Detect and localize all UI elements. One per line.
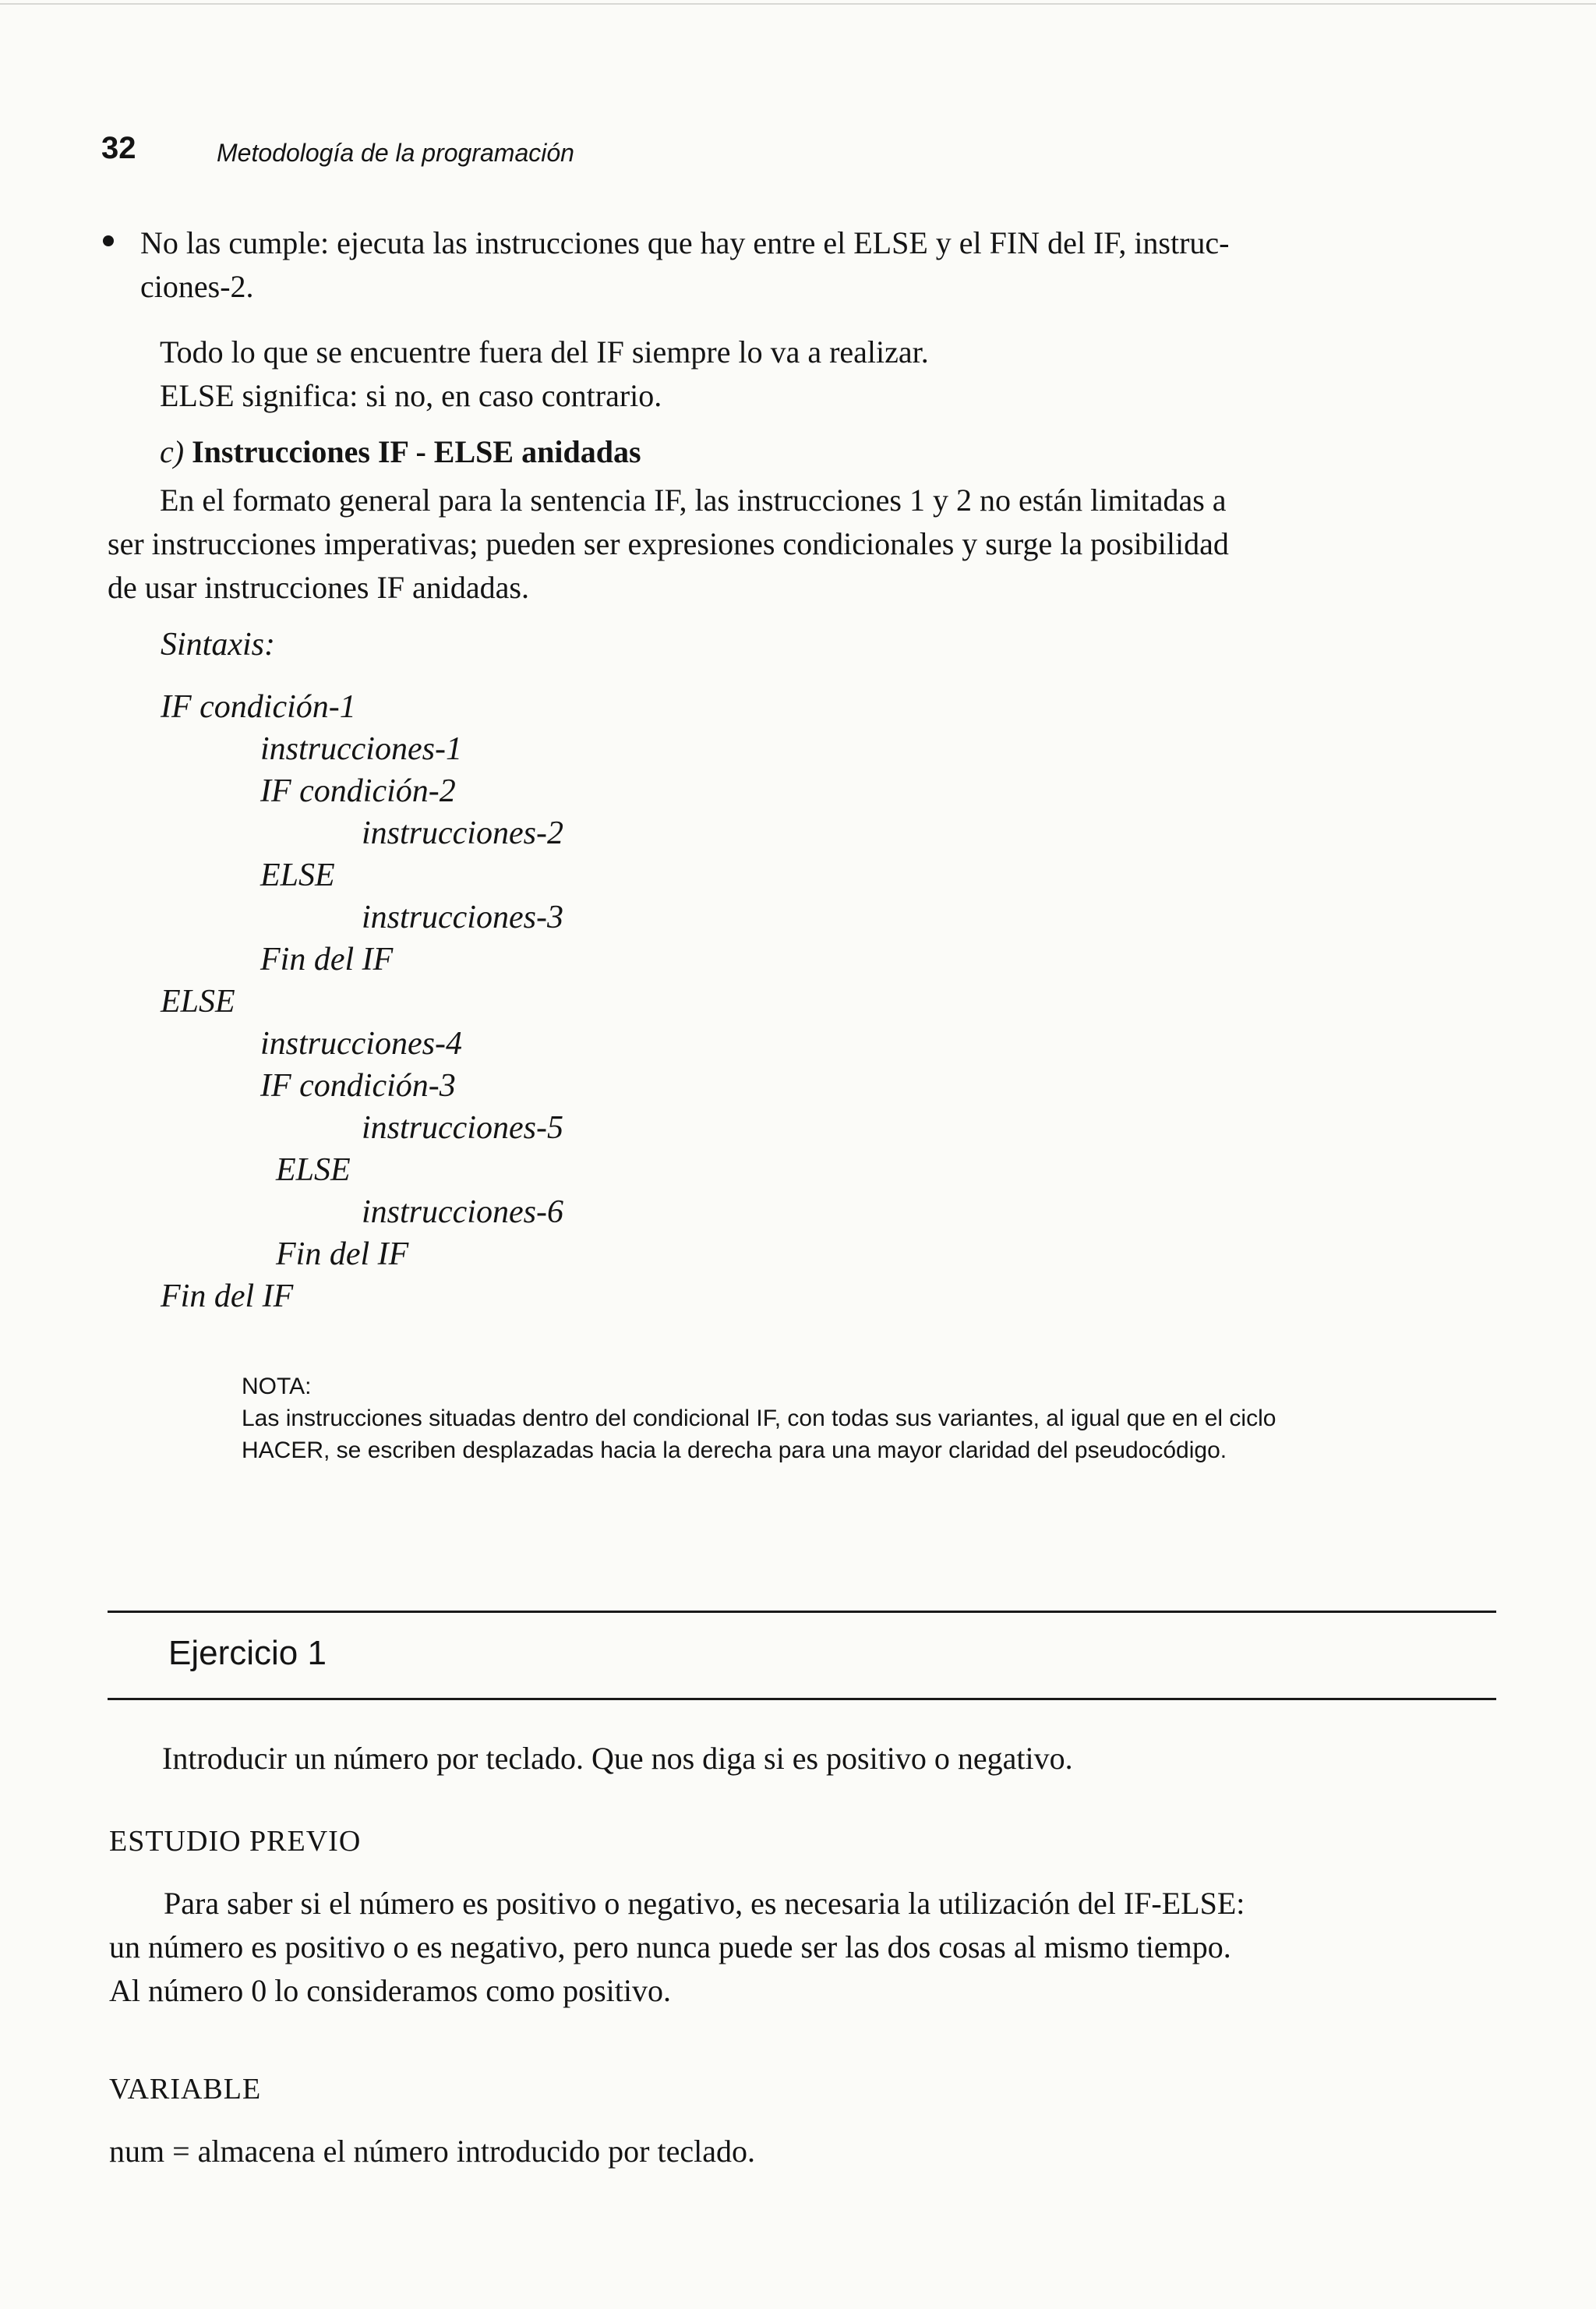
syntax-label: Sintaxis: [161,627,275,663]
syntax-line: instrucciones-6 [362,1194,563,1230]
page-top-edge [0,3,1596,5]
syntax-line: IF condición-3 [260,1068,456,1104]
exercise-title: Ejercicio 1 [168,1634,327,1672]
paragraph-line: Todo lo que se encuentre fuera del IF siempre lo va a realizar. [160,334,929,370]
syntax-line: instrucciones-4 [260,1026,462,1062]
syntax-line: ELSE [161,984,235,1020]
estudio-line: Para saber si el número es positivo o negativo, es necesaria la utilización del IF-ELSE: [164,1886,1245,1921]
syntax-line: Fin del IF [161,1278,294,1314]
note-line-1: Las instrucciones situadas dentro del condicional IF, con todas sus variantes, al igual que en el ciclo [242,1406,1276,1431]
exercise-statement: Introducir un número por teclado. Que nos diga si es positivo o negativo. [162,1741,1073,1776]
exercise-top-rule [108,1611,1496,1613]
variable-line: num = almacena el número introducido por teclado. [109,2134,755,2169]
estudio-line: un número es positivo o es negativo, pero nunca puede ser las dos cosas al mismo tiempo. [109,1929,1231,1964]
syntax-line: Fin del IF [276,1236,409,1272]
syntax-line: ELSE [260,857,335,893]
section-c-marker: c) [160,434,185,469]
section-c-line: ser instrucciones imperativas; pueden ser expresiones condicionales y surge la posibilidad [108,526,1229,561]
estudio-line: Al número 0 lo consideramos como positivo. [109,1973,672,2008]
syntax-line: IF condición-2 [260,773,456,809]
variable-heading: VARIABLE [109,2073,262,2106]
bullet-line-2: ciones-2. [140,269,254,304]
page-number: 32 [101,131,136,165]
bullet-icon [103,235,114,246]
bullet-paragraph [140,221,1496,309]
section-c-heading [160,433,641,470]
running-title: Metodología de la programación [217,139,574,167]
bullet-line-1: No las cumple: ejecuta las instrucciones que hay entre el ELSE y el FIN del IF, instruc- [140,225,1230,260]
note-line-2: HACER, se escriben desplazadas hacia la derecha para una mayor claridad del pseudocódigo. [242,1437,1227,1463]
syntax-line: instrucciones-1 [260,731,462,767]
paragraph-line: ELSE significa: si no, en caso contrario. [160,378,662,413]
syntax-line: Fin del IF [260,942,394,978]
syntax-line: instrucciones-5 [362,1110,563,1146]
note-label: NOTA: [242,1374,312,1399]
estudio-previo-heading: ESTUDIO PREVIO [109,1825,362,1858]
section-c-line: de usar instrucciones IF anidadas. [108,570,529,605]
syntax-line: instrucciones-3 [362,900,563,935]
note-block [242,1370,1504,1466]
section-c-line: En el formato general para la sentencia IF, las instrucciones 1 y 2 no están limitadas a [160,483,1227,518]
section-c-title: Instrucciones IF - ELSE anidadas [192,434,641,469]
syntax-line: IF condición-1 [161,689,356,725]
syntax-line: instrucciones-2 [362,815,563,851]
syntax-line: ELSE [276,1152,351,1188]
exercise-bottom-rule [108,1698,1496,1700]
